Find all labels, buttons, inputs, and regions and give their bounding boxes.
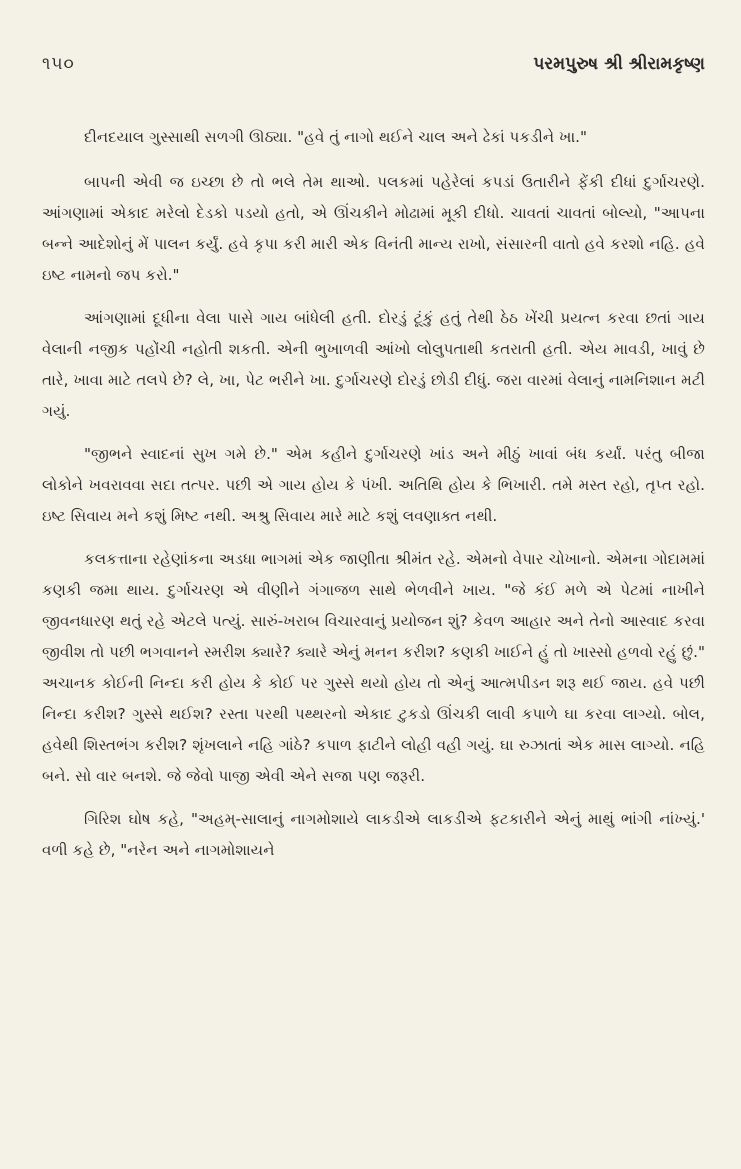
page-number: ૧૫૦ [42,54,75,74]
paragraph: ગિરિશ ઘોષ કહે, "અહમ્-સાલાનું નાગમોશાયે લાકડીએ લાકડીએ ફટકારીને એનું માથું ભાંગી નાંખ્યું.' વળી કહે છે, "નરેન અને નાગમોશાયને [42,810,705,859]
body-text [42,122,705,866]
paragraph: બાપની એવી જ ઇચ્છા છે તો ભલે તેમ થાઓ. પલકમાં પહેરેલાં કપડાં ઉતારીને ફેંકી દીધાં દુર્ગાચરણે. આંગણામાં એકાદ મરેલો દેડકો પડયો હતો, એ ઊંચકીને મોઢામાં મૂકી દીધો. ચાવતાં ચાવતાં બોલ્યો, "આપના બન્ને આદેશોનું મેં પાલન કર્યું. હવે કૃપા કરી મારી એક વિનંતી માન્ય રાખો, સંસારની વાતો હવે કરશો નહિ. હવે ઇષ્ટ નામનો જપ કરો." [42,173,705,284]
page-header [42,54,705,94]
paragraph: દીનદયાલ ગુસ્સાથી સળગી ઊઠ્યા. "હવે તું નાગો થઈને ચાલ અને ઢેકાં પકડીને ખા." [84,128,587,146]
paragraph: આંગણામાં દૂધીના વેલા પાસે ગાય બાંધેલી હતી. દોરડું ટૂંકું હતું તેથી ઠેઠ ખેંચી પ્રયત્ન કરવા છતાં ગાય વેલાની નજીક પહોંચી નહોતી શકતી. એની ભુખાળવી આંખો લોલુપતાથી કતરાતી હતી. એય માવડી, ખાવું છે તારે, ખાવા માટે તલપે છે? લે, ખા, પેટ ભરીને ખા. દુર્ગાચરણે દોરડું છોડી દીધું. જરા વારમાં વેલાનું નામનિશાન મટી ગયું. [42,309,705,420]
paragraph: કલકત્તાના રહેણાંકના અડધા ભાગમાં એક જાણીતા શ્રીમંત રહે. એમનો વેપાર ચોખાનો. એમના ગોદામમાં કણકી જમા થાય. દુર્ગાચરણ એ વીણીને ગંગાજળ સાથે ભેળવીને ખાય. "જે કંઈ મળે એ પેટમાં નાખીને જીવનધારણ થતું રહે એટલે પત્યું. સારું-ખરાબ વિચારવાનું પ્રયોજન શું? કેવળ આહાર અને તેનો આસ્વાદ કરવા જીવીશ તો પછી ભગવાનને સ્મરીશ ક્યારે? ક્યારે એનું મનન કરીશ? કણકી ખાઈને હું તો ખાસ્સો હળવો રહું છું." અચાનક કોઈની નિન્દા કરી હોય કે કોઈ પર ગુસ્સે થયો હોય તો એનું આત્મપીડન શરૂ થઈ જાય. હવે પછી નિન્દા કરીશ? ગુસ્સે થઈશ? રસ્તા પરથી પથ્થરનો એકાદ ટુકડો ઊંચકી લાવી કપાળે ઘા કરવા લાગ્યો. બોલ, હવેથી શિસ્તભંગ કરીશ? શૃંખલાને નહિ ગાંઠે? કપાળ ફાટીને લોહી વહી ગયું. ઘા રુઝાતાં એક માસ લાગ્યો. નહિ બને. સો વાર બનશે. જે જેવો પાજી એવી એને સજા પણ જરૂરી. [42,550,705,785]
running-title: પરમપુરુષ શ્રી શ્રીરામકૃષ્ણ [533,54,705,74]
paragraph: "જીભને સ્વાદનાં સુખ ગમે છે." એમ કહીને દુર્ગાચરણે ખાંડ અને મીઠું ખાવાં બંધ કર્યાં. પરંતુ બીજા લોકોને ખવરાવવા સદા તત્પર. પછી એ ગાય હોય કે પંખી. અતિથિ હોય કે ભિખારી. તમે મસ્ત રહો, તૃપ્ત રહો. ઇષ્ટ સિવાય મને કશું મિષ્ટ નથી. અશ્રુ સિવાય મારે માટે કશું લવણાક્ત નથી. [42,445,705,525]
